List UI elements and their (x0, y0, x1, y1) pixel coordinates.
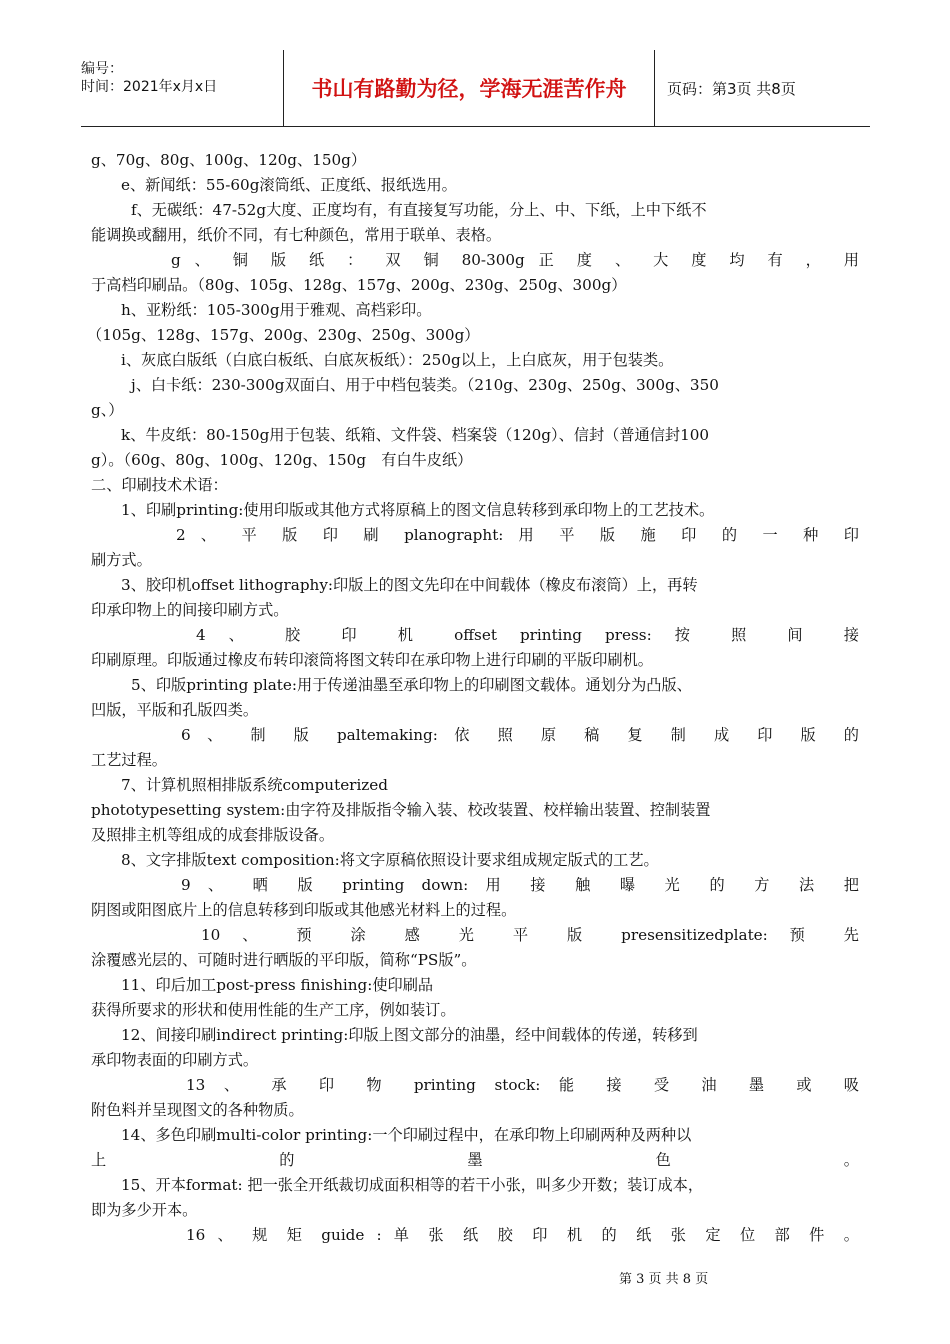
text-line: g、） (91, 401, 124, 419)
text-line: 8、文字排版text composition:将文字原稿依照设计要求组成规定版式的工艺。 (121, 851, 659, 869)
text-line: g 、 铜 版 纸 ： 双 铜 80-300g 正 度 、 大 度 均 有 ， 用 (171, 251, 859, 269)
header-page-info: 页码：第3页 共8页 (667, 79, 796, 98)
text-line: 能调换或翻用，纸价不同，有七种颜色，常用于联单、表格。 (91, 226, 502, 244)
text-line: 凹版，平版和孔版四类。 (91, 701, 259, 719)
page-footer: 第 3 页 共 8 页 (619, 1272, 709, 1287)
text-line: 7、计算机照相排版系统computerized (121, 776, 389, 794)
text-line: 3、胶印机offset lithography:印版上的图文先印在中间载体（橡皮布滚筒）上，再转 (121, 576, 698, 594)
text-line: 印承印物上的间接印刷方式。 (91, 601, 289, 619)
text-line: 9 、 晒 版 printing down: 用 接 触 曝 光 的 方 法 把 (181, 876, 859, 894)
header-meta (81, 50, 283, 126)
text-line: phototypesetting system:由字符及排版指令输入装、校改装置、校样输出装置、控制装置 (91, 801, 711, 819)
text-line: 阴图或阳图底片上的信息转移到印版或其他感光材料上的过程。 (91, 901, 517, 919)
text-line: j、白卡纸：230-300g双面白、用于中档包装类。（210g、230g、250g、300g、350 (131, 376, 719, 394)
text-line: f、无碳纸：47-52g大度、正度均有，有直接复写功能，分上、中、下纸，上中下纸不 (131, 201, 707, 219)
doc-number-label: 编号： (81, 61, 123, 77)
text-line: 6 、 制 版 paltemaking: 依 照 原 稿 复 制 成 印 版 的 (181, 726, 859, 744)
text-line: 13 、 承 印 物 printing stock: 能 接 受 油 墨 或 吸 (186, 1076, 859, 1094)
header-motto: 书山有路勤为径，学海无涯苦作舟 (283, 50, 655, 126)
text-line: 刷方式。 (91, 551, 152, 569)
text-line: 5、印版printing plate:用于传递油墨至承印物上的印刷图文载体。通划分为凸版、 (131, 676, 692, 694)
text-line: 1、印刷printing:使用印版或其他方式将原稿上的图文信息转移到承印物上的工艺技术。 (121, 501, 715, 519)
text-line: 10 、 预 涂 感 光 平 版 presensitizedplate: 预 先 (201, 926, 859, 944)
text-line: 即为多少开本。 (91, 1201, 198, 1219)
text-line: 11、印后加工post-press finishing:使印刷品 (121, 976, 434, 994)
text-line: 获得所要求的形状和使用性能的生产工序，例如装订。 (91, 1001, 456, 1019)
text-line: （105g、128g、157g、200g、230g、250g、300g） (87, 326, 480, 344)
text-line: h、亚粉纸：105-300g用于雅观、高档彩印。 (121, 301, 432, 319)
text-line: 4 、 胶 印 机 offset printing press: 按 照 间 接 (196, 626, 859, 644)
text-line: 15、开本format: 把一张全开纸裁切成面积相等的若干小张，叫多少开数；装订成本， (121, 1176, 704, 1194)
text-line: 2 、 平 版 印 刷 planographt: 用 平 版 施 印 的 一 种 印 (176, 526, 859, 544)
text-line: e、新闻纸：55-60g滚筒纸、正度纸、报纸选用。 (121, 176, 457, 194)
text-line: g）。（60g、80g、100g、120g、150g 有白牛皮纸） (91, 451, 473, 469)
time-label: 时间：2021年x月x日 (81, 79, 218, 95)
section-heading: 二、印刷技术术语： (91, 476, 228, 494)
text-line: 12、间接印刷indirect printing:印版上图文部分的油墨，经中间载体的传递，转移到 (121, 1026, 698, 1044)
text-line: 附色料并呈现图文的各种物质。 (91, 1101, 304, 1119)
text-line: 承印物表面的印刷方式。 (91, 1051, 259, 1069)
text-line: 涂覆感光层的、可随时进行晒版的平印版，简称“PS版”。 (91, 951, 477, 969)
text-line: 16 、 规 矩 guide : 单 张 纸 胶 印 机 的 纸 张 定 位 部 件 。 (186, 1226, 859, 1244)
text-line: g、70g、80g、100g、120g、150g） (91, 151, 367, 169)
text-line: 及照排主机等组成的成套排版设备。 (91, 826, 334, 844)
document-body (87, 148, 859, 1248)
text-line: 工艺过程。 (91, 751, 167, 769)
text-line: 于高档印刷品。（80g、105g、128g、157g、200g、230g、250g、300g） (91, 276, 627, 294)
page-header (81, 50, 870, 127)
text-line: i、灰底白版纸（白底白板纸、白底灰板纸）：250g以上，上白底灰，用于包装类。 (121, 351, 674, 369)
text-line: 印刷原理。印版通过橡皮布转印滚筒将图文转印在承印物上进行印刷的平版印刷机。 (91, 651, 653, 669)
text-line: k、牛皮纸：80-150g用于包装、纸箱、文件袋、档案袋（120g）、信封（普通信封100 (121, 426, 710, 444)
text-line: 14、多色印刷multi-color printing:一个印刷过程中，在承印物上印刷两种及两种以 (121, 1126, 692, 1144)
text-line: 上 的 墨 色 。 (91, 1151, 859, 1169)
